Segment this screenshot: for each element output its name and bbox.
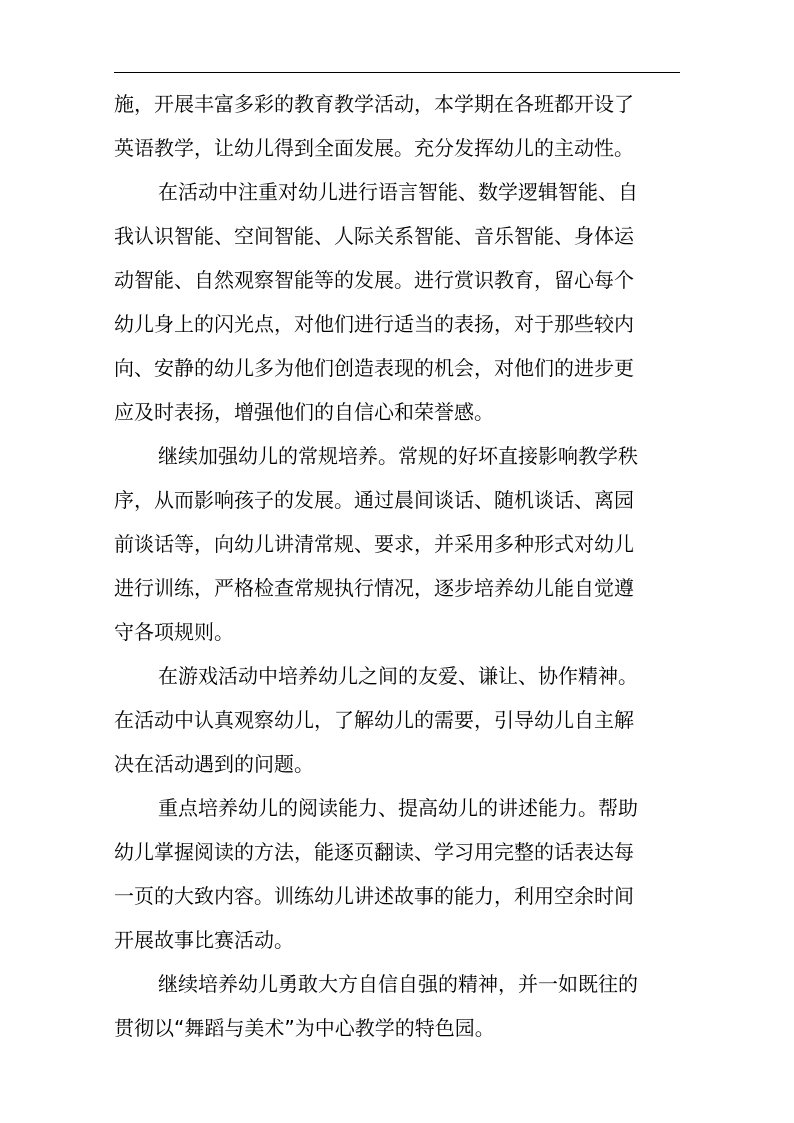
text-line: 向、安静的幼儿多为他们创造表现的机会，对他们的进步更 (114, 356, 634, 380)
header-rule (114, 72, 680, 73)
text-line: 在活动中认真观察幼儿，了解幼儿的需要，引导幼儿自主解 (114, 708, 634, 732)
text-line: 贯彻以“舞蹈与美术”为中心教学的特色园。 (114, 1016, 495, 1040)
paragraph-first-line: 继续加强幼儿的常规培养。常规的好坏直接影响教学秩 (158, 444, 638, 468)
text-line: 开展故事比赛活动。 (114, 928, 294, 952)
paragraph-first-line: 在游戏活动中培养幼儿之间的友爱、谦让、协作精神。 (158, 664, 638, 688)
text-line: 前谈话等，向幼儿讲清常规、要求，并采用多种形式对幼儿 (114, 532, 634, 556)
text-line: 动智能、自然观察智能等的发展。进行赏识教育，留心每个 (114, 268, 634, 292)
text-line: 施，开展丰富多彩的教育教学活动，本学期在各班都开设了 (114, 92, 634, 116)
text-line: 进行训练，严格检查常规执行情况，逐步培养幼儿能自觉遵 (114, 576, 634, 600)
text-line: 决在活动遇到的问题。 (114, 752, 314, 776)
text-line: 守各项规则。 (114, 620, 234, 644)
text-line: 幼儿掌握阅读的方法，能逐页翻读、学习用完整的话表达每 (114, 840, 634, 864)
text-line: 英语教学，让幼儿得到全面发展。充分发挥幼儿的主动性。 (114, 136, 634, 160)
paragraph-first-line: 继续培养幼儿勇敢大方自信自强的精神，并一如既往的 (158, 972, 638, 996)
paragraph-first-line: 重点培养幼儿的阅读能力、提高幼儿的讲述能力。帮助 (158, 796, 638, 820)
paragraph-first-line: 在活动中注重对幼儿进行语言智能、数学逻辑智能、自 (158, 180, 638, 204)
text-line: 序，从而影响孩子的发展。通过晨间谈话、随机谈话、离园 (114, 488, 634, 512)
text-line: 我认识智能、空间智能、人际关系智能、音乐智能、身体运 (114, 224, 634, 248)
text-line: 一页的大致内容。训练幼儿讲述故事的能力，利用空余时间 (114, 884, 634, 908)
text-line: 应及时表扬，增强他们的自信心和荣誉感。 (114, 400, 494, 424)
text-line: 幼儿身上的闪光点，对他们进行适当的表扬，对于那些较内 (114, 312, 634, 336)
